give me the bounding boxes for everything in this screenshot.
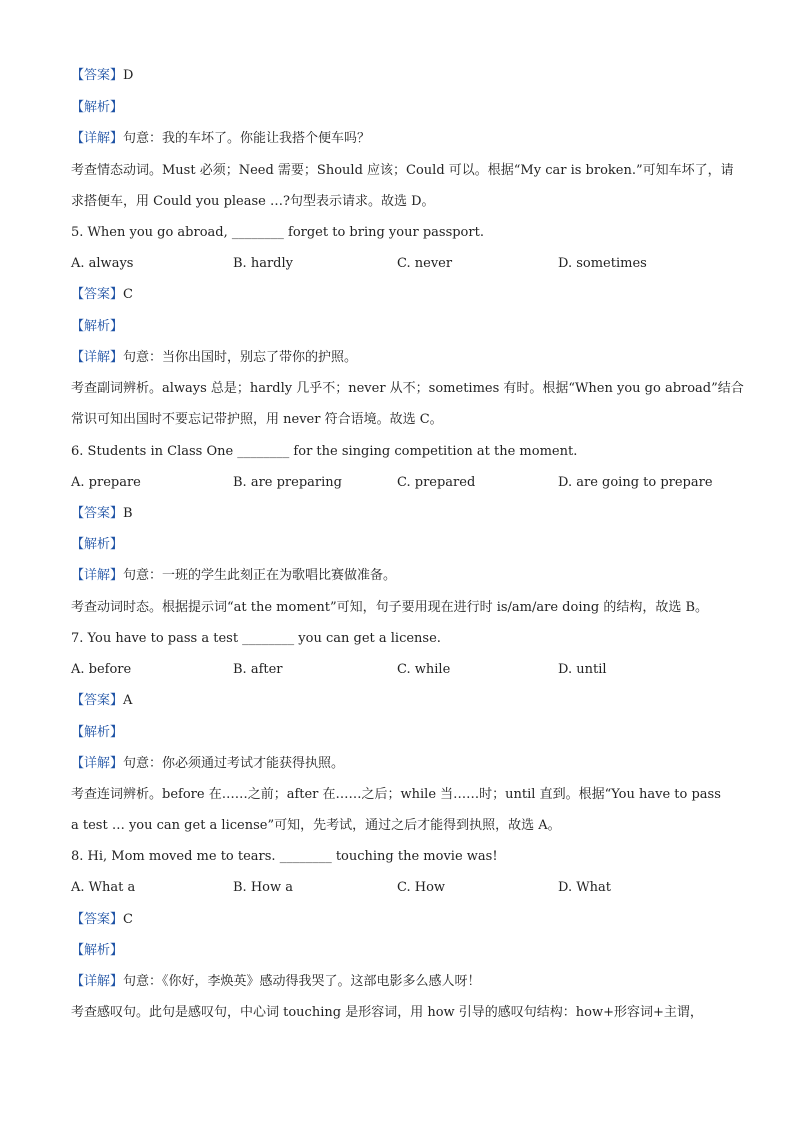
translation-line <box>71 755 731 773</box>
translation-text: 句意：一班的学生此刻正在为歌唱比赛做准备。 <box>123 568 397 583</box>
question-text: 8. Hi, Mom moved me to tears. ________ touching the movie was! <box>71 849 498 864</box>
detail-label: 【详解】 <box>71 974 124 989</box>
option-a: A. prepare <box>71 475 141 490</box>
answer-value: C <box>123 287 133 302</box>
detail-label: 【详解】 <box>71 568 124 583</box>
option-a: A. before <box>71 662 132 677</box>
detail-label: 【详解】 <box>71 756 124 771</box>
answer-line <box>71 692 731 710</box>
answer-value: B <box>123 506 133 521</box>
option-d: D. What <box>558 880 611 895</box>
explanation-line: 考查情态动词。Must 必须；Need 需要；Should 应该；Could 可以。根据“My car is broken.”可知车坏了，请 <box>71 163 734 178</box>
answer-value: C <box>123 912 133 927</box>
translation-line <box>71 349 731 367</box>
explanation-line: 考查连词辨析。before 在……之前；after 在……之后；while 当……时；until 直到。根据“You have to pass <box>71 787 721 802</box>
analysis-label: 【解析】 <box>71 100 124 115</box>
option-b: B. How a <box>233 880 293 895</box>
question-text: 6. Students in Class One ________ for the singing competition at the moment. <box>71 444 578 459</box>
answer-value: D <box>123 68 134 83</box>
translation-text: 句意：《你好，李焕英》感动得我哭了。这部电影多么感人呀！ <box>123 974 481 989</box>
answer-line <box>71 67 731 85</box>
analysis-label: 【解析】 <box>71 537 124 552</box>
translation-line <box>71 130 731 148</box>
option-a: A. What a <box>71 880 136 895</box>
option-c: C. How <box>397 880 446 895</box>
translation-line <box>71 973 731 991</box>
option-a: A. always <box>71 256 134 271</box>
option-c: C. prepared <box>397 475 476 490</box>
answer-label: 【答案】 <box>71 693 124 708</box>
answer-label: 【答案】 <box>71 68 124 83</box>
explanation-line: a test … you can get a license”可知，先考试，通过之后才能得到执照，故选 A。 <box>71 818 561 833</box>
option-d: D. until <box>558 662 607 677</box>
explanation-line: 考查副词辨析。always 总是；hardly 几乎不；never 从不；sometimes 有时。根据“When you go abroad”结合 <box>71 381 744 396</box>
answer-label: 【答案】 <box>71 912 124 927</box>
option-b: B. hardly <box>233 256 293 271</box>
answer-line <box>71 911 731 929</box>
answer-line <box>71 286 731 304</box>
translation-text: 句意：我的车坏了。你能让我搭个便车吗？ <box>123 131 371 146</box>
question-text: 7. You have to pass a test ________ you can get a license. <box>71 631 441 646</box>
option-d: D. are going to prepare <box>558 475 713 490</box>
answer-line <box>71 505 731 523</box>
translation-text: 句意：你必须通过考试才能获得执照。 <box>123 756 345 771</box>
answer-label: 【答案】 <box>71 287 124 302</box>
question-text: 5. When you go abroad, ________ forget to bring your passport. <box>71 225 484 240</box>
detail-label: 【详解】 <box>71 350 124 365</box>
explanation-line: 考查动词时态。根据提示词“at the moment”可知，句子要用现在进行时 is/am/are doing 的结构，故选 B。 <box>71 600 709 615</box>
analysis-label: 【解析】 <box>71 943 124 958</box>
explanation-line: 求搭便车，用 Could you please …?句型表示请求。故选 D。 <box>71 194 435 209</box>
translation-line <box>71 567 731 585</box>
detail-label: 【详解】 <box>71 131 124 146</box>
translation-text: 句意：当你出国时，别忘了带你的护照。 <box>123 350 358 365</box>
option-b: B. are preparing <box>233 475 342 490</box>
answer-value: A <box>123 693 133 708</box>
analysis-label: 【解析】 <box>71 725 124 740</box>
option-b: B. after <box>233 662 283 677</box>
option-c: C. while <box>397 662 451 677</box>
option-d: D. sometimes <box>558 256 647 271</box>
explanation-line: 考查感叹句。此句是感叹句，中心词 touching 是形容词，用 how 引导的感叹句结构：how+形容词+主谓， <box>71 1005 703 1020</box>
answer-label: 【答案】 <box>71 506 124 521</box>
explanation-line: 常识可知出国时不要忘记带护照，用 never 符合语境。故选 C。 <box>71 412 443 427</box>
analysis-label: 【解析】 <box>71 319 124 334</box>
option-c: C. never <box>397 256 453 271</box>
